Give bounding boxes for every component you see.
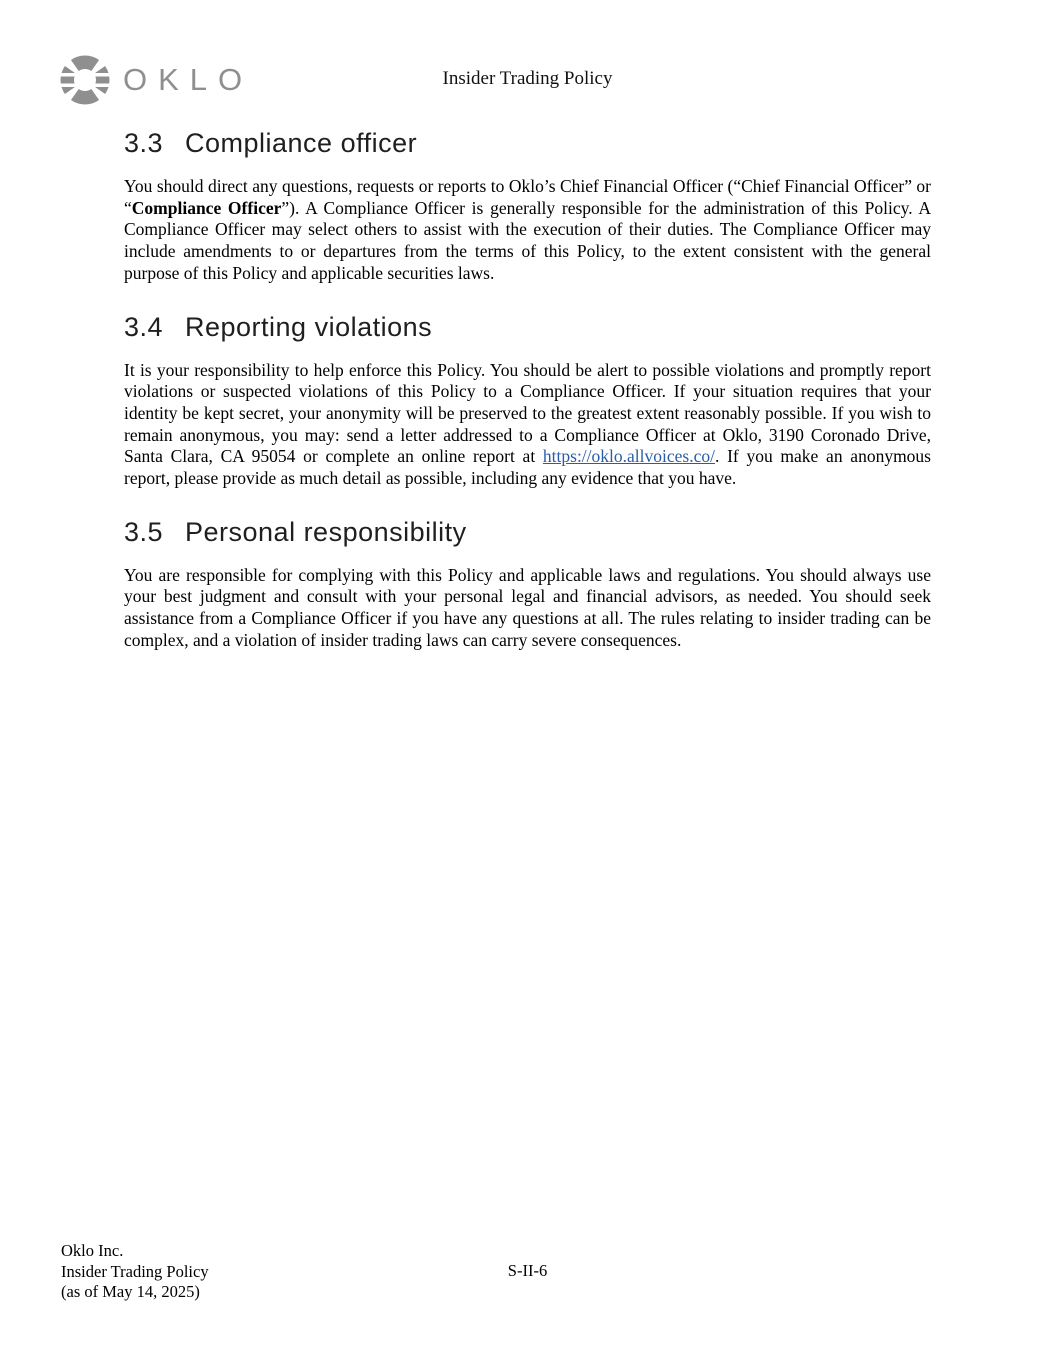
paragraph-text: ”). A Compliance Officer is generally responsible for the administration of this Policy. A Compliance Officer may select others to assist with the execution of their duties. The Compliance Officer may include amendments to or departures from the terms of this Policy, to the extent consistent with the general purpose of this Policy and applicable securities laws. <box>124 197 931 283</box>
section-number: 3.5 <box>124 516 164 547</box>
running-header-title: Insider Trading Policy <box>442 68 613 89</box>
policy-section <box>124 128 931 285</box>
paragraph-text: . If you make an anonymous report, please provide as much detail as possible, including any evidence that you have. <box>124 446 931 489</box>
sections-container <box>124 128 931 652</box>
section-paragraph <box>124 565 931 652</box>
section-title: Compliance officer <box>185 128 418 158</box>
section-number: 3.4 <box>124 311 164 342</box>
section-heading <box>124 517 931 547</box>
policy-section <box>124 312 931 490</box>
footer-as-of-date: (as of May 14, 2025) <box>61 1282 200 1301</box>
footer-doc-title: Insider Trading Policy <box>61 1261 209 1281</box>
section-heading <box>124 128 931 158</box>
page-number: S-II-6 <box>507 1261 548 1280</box>
section-title: Reporting violations <box>185 311 433 342</box>
defined-term-bold: Compliance Officer <box>131 197 282 218</box>
footer-company: Oklo Inc. <box>61 1241 124 1260</box>
brand-wordmark: OKLO <box>123 62 254 97</box>
section-paragraph <box>124 176 931 285</box>
section-paragraph <box>124 360 931 490</box>
paragraph-text: You should direct any questions, requests or reports to Oklo’s Chief Financial Officer (“Chief Financial Officer” or “ <box>124 176 931 218</box>
section-heading <box>124 312 931 342</box>
paragraph-text: You are responsible for complying with this Policy and applicable laws and regulations. You should always use your best judgment and consult with your personal legal and financial advisors, as needed. You should seek assistance from a Compliance Officer if you have any questions at all. The rules relating to insider trading can be complex, and a violation of insider trading laws can carry severe consequences. <box>124 564 931 650</box>
anonymous-report-link[interactable]: https://oklo.allvoices.co/ <box>542 446 715 467</box>
section-title: Personal responsibility <box>185 516 467 547</box>
policy-section <box>124 517 931 652</box>
section-number: 3.3 <box>124 128 164 158</box>
document-body <box>124 0 931 652</box>
paragraph-text: It is your responsibility to help enforce this Policy. You should be alert to possible violations and promptly report violations or suspected violations of this Policy to a Compliance Officer. If your situation requires that your identity be kept secret, your anonymity will be preserved to the greatest extent reasonably possible. If you wish to remain anonymous, you may: send a letter addressed to a Compliance Officer at Oklo, 3190 Coronado Drive, Santa Clara, CA 95054 or complete an online report at <box>124 359 931 467</box>
